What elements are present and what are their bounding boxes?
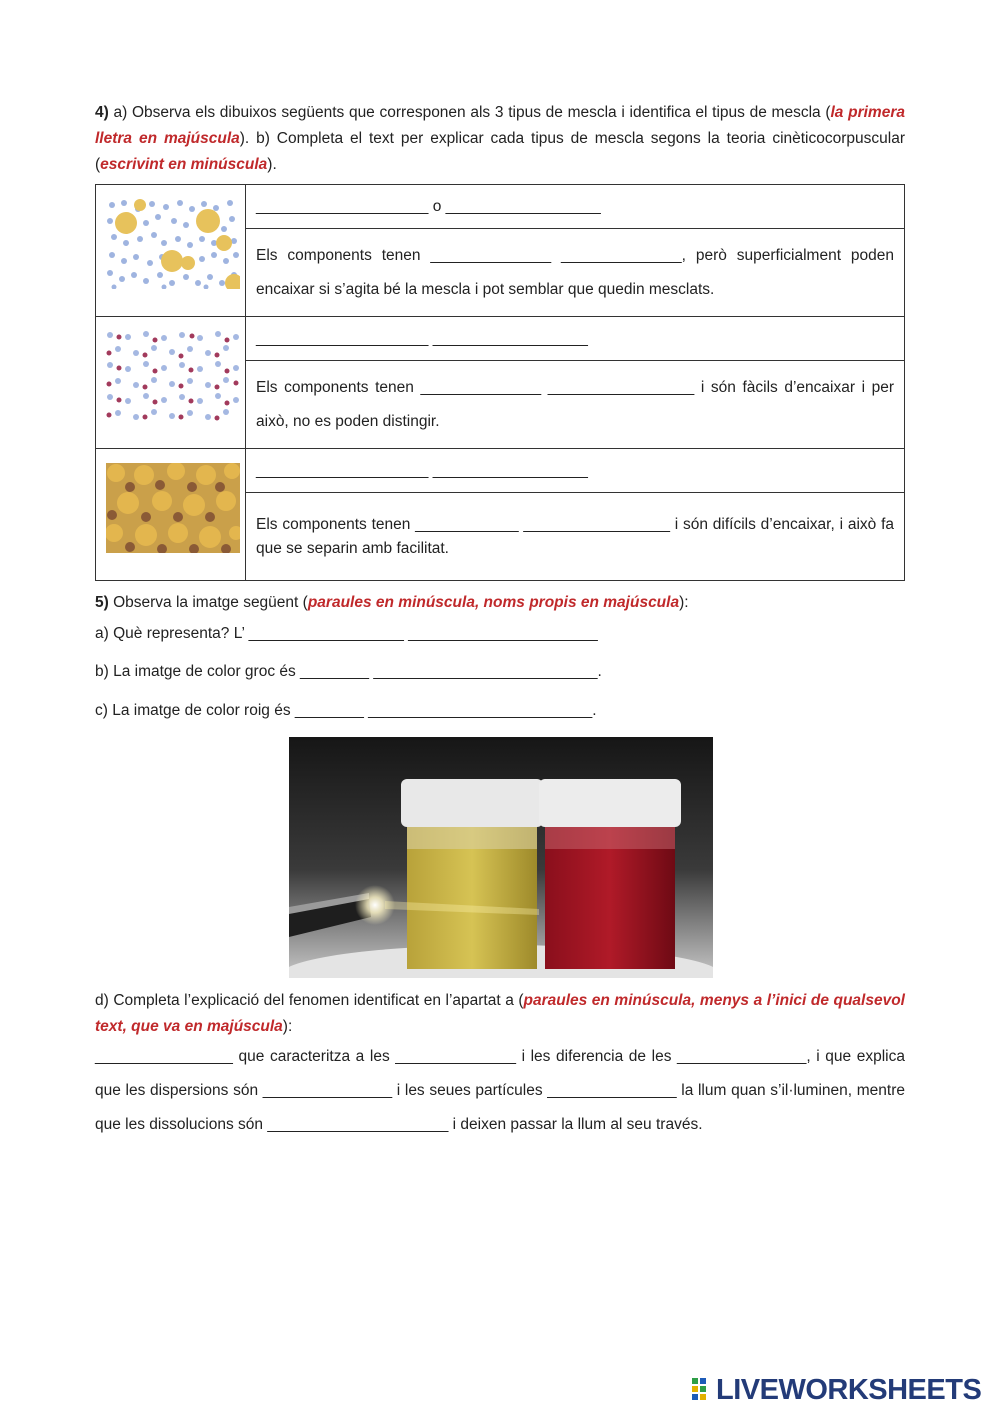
question-5-close: ): xyxy=(679,594,689,611)
question-5-instructions xyxy=(95,590,905,616)
explanation-cell-1 xyxy=(246,229,905,317)
question-5a[interactable]: a) Què representa? L’ __________________ ______________________ xyxy=(95,625,598,642)
question-5-hint: paraules en minúscula, noms propis en majúscula xyxy=(307,594,680,611)
question-5d-text-2: ): xyxy=(282,1018,293,1035)
question-4-text-2: ). b) Completa el text per explicar cada tipus de mescla segons la teoria cinèticocorpuscular ( xyxy=(95,130,905,173)
mixture-image-cell-1 xyxy=(96,185,246,317)
question-5-number: 5) xyxy=(95,594,109,611)
answer-cell-2 xyxy=(246,317,905,361)
colloid-mixture-image xyxy=(106,463,240,553)
mixture-type-blanks-3[interactable]: ____________________ __________________ xyxy=(256,461,588,479)
question-4-text-3: ). xyxy=(267,156,277,173)
question-5d-text-1: d) Completa l’explicació del fenomen identificat en l’apartat a ( xyxy=(95,992,524,1009)
mixture-table xyxy=(95,184,905,581)
question-5d-hint: paraules en minúscula, menys a l’inici de qualsevol text, que va en majúscula xyxy=(95,992,905,1035)
question-4-text-1: a) Observa els dibuixos següents que corresponen als 3 tipus de mescla i identifica el tipus de mescla ( xyxy=(108,104,831,121)
question-4-hint-2: escrivint en minúscula xyxy=(100,156,268,173)
heterogeneous-mixture-image xyxy=(106,199,240,289)
logo-icon xyxy=(692,1378,714,1402)
question-5b[interactable]: b) La imatge de color groc és ________ __________________________. xyxy=(95,663,602,680)
liveworksheets-logo xyxy=(690,1374,990,1406)
homogeneous-mixture-image xyxy=(106,331,240,421)
question-4-hint-1: la primera lletra en majúscula xyxy=(95,104,905,147)
question-5c[interactable]: c) La imatge de color roig és ________ __________________________. xyxy=(95,702,597,719)
question-4-number: 4) xyxy=(95,104,109,121)
question-5d-instructions xyxy=(95,988,905,1040)
mixture-image-cell-3 xyxy=(96,449,246,581)
logo-text: LIVEWORKSHEETS xyxy=(716,1374,982,1406)
mixture-type-blanks-2[interactable]: ____________________ __________________ xyxy=(256,329,588,347)
mixture-type-blanks-1[interactable]: ____________________ o __________________ xyxy=(256,197,601,215)
question-5d-fill-text[interactable]: ________________ que caracteritza a les ______________ i les diferencia de les _______________, i que explica que les dispersions són _______________ i les seues partícules _______________ la llum quan s’il·luminen, mentre que les dissolucions són _____________________ i deixen passar la llum al seu través. xyxy=(95,1048,905,1133)
explanation-cell-2 xyxy=(246,361,905,449)
mixture-explanation-2[interactable]: Els components tenen ______________ _________________ i són fàcils d’encaixar i per això, no es poden distingir. xyxy=(256,378,894,430)
question-4-instructions xyxy=(95,100,905,178)
mixture-image-cell-2 xyxy=(96,317,246,449)
tyndall-effect-photo xyxy=(289,737,713,978)
explanation-cell-3 xyxy=(246,493,905,581)
answer-cell-1 xyxy=(246,185,905,229)
answer-cell-3 xyxy=(246,449,905,493)
mixture-explanation-1[interactable]: Els components tenen ______________ ______________, però superficialment poden encaixar si s’agita bé la mescla i pot semblar que quedin mesclats. xyxy=(256,246,894,298)
question-5-intro: Observa la imatge següent ( xyxy=(108,594,308,611)
mixture-explanation-3[interactable]: Els components tenen ____________ _________________ i són difícils d’encaixar, i això fa que se separin amb facilitat. xyxy=(256,515,894,557)
